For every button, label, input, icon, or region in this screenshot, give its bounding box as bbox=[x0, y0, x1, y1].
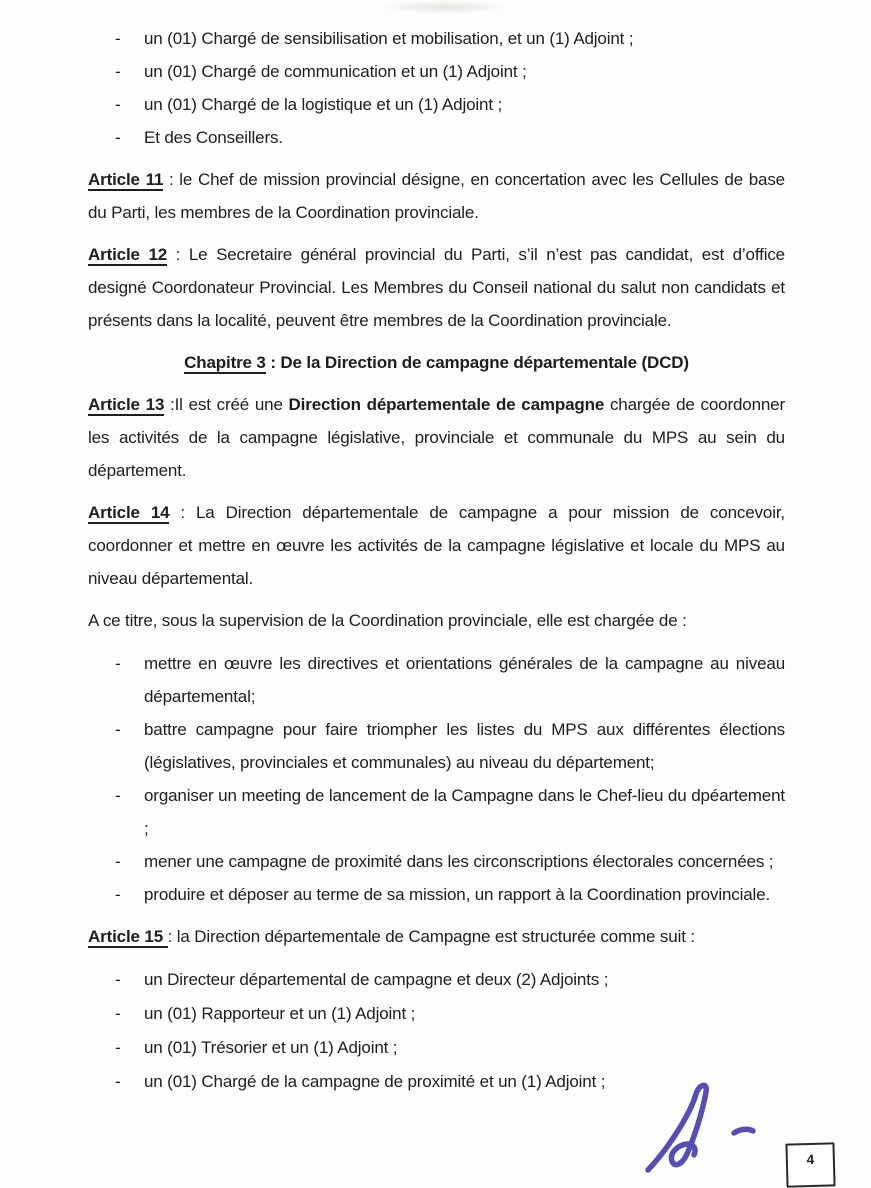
dash-bullet: - bbox=[115, 997, 144, 1031]
bullet-text: un (01) Chargé de la logistique et un (1) Adjoint ; bbox=[144, 88, 785, 121]
dash-bullet: - bbox=[115, 878, 144, 911]
dash-bullet: - bbox=[115, 22, 144, 55]
bullet-text: un (01) Chargé de communication et un (1) Adjoint ; bbox=[144, 55, 785, 88]
article-15-sep: : bbox=[168, 927, 177, 946]
bullet-text: battre campagne pour faire triompher les listes du MPS aux différentes élections (législatives, provinciales et communales) au niveau du département; bbox=[144, 713, 785, 779]
dash-bullet: - bbox=[115, 713, 144, 779]
article-14 bbox=[88, 496, 785, 595]
article-13 bbox=[88, 388, 785, 487]
intro-bullet-list bbox=[115, 22, 785, 154]
bullet-text: produire et déposer au terme de sa mission, un rapport à la Coordination provinciale. bbox=[144, 878, 785, 911]
article-11-text: le Chef de mission provincial désigne, en concertation avec les Cellules de base du Parti, les membres de la Coordination provinciale. bbox=[88, 170, 785, 222]
chapter-3-heading bbox=[88, 346, 785, 379]
list-item bbox=[115, 121, 785, 154]
bullet-text: un (01) Trésorier et un (1) Adjoint ; bbox=[144, 1031, 785, 1065]
dash-bullet: - bbox=[115, 647, 144, 713]
list-item bbox=[115, 845, 785, 878]
structure-bullet-list bbox=[115, 963, 785, 1099]
handwritten-signature-ink-icon bbox=[642, 1080, 774, 1176]
list-item bbox=[115, 997, 785, 1031]
article-15-text: la Direction départementale de Campagne est structurée comme suit : bbox=[177, 927, 695, 946]
article-11-label: Article 11 bbox=[88, 170, 163, 191]
chapter-3-sep: : bbox=[266, 353, 281, 372]
list-item bbox=[115, 963, 785, 997]
dash-bullet: - bbox=[115, 121, 144, 154]
article-14-sep: : bbox=[169, 503, 196, 522]
scan-smudge bbox=[380, 0, 510, 14]
mission-bullet-list bbox=[115, 647, 785, 911]
dash-bullet: - bbox=[115, 845, 144, 878]
article-13-sep: : bbox=[164, 395, 174, 414]
article-13-text-before: Il est créé une bbox=[175, 395, 289, 414]
bullet-text: organiser un meeting de lancement de la Campagne dans le Chef-lieu du dpéartement ; bbox=[144, 779, 785, 845]
article-13-bold-text: Direction départementale de campagne bbox=[289, 395, 605, 414]
bullet-text: mener une campagne de proximité dans les circonscriptions électorales concernées ; bbox=[144, 845, 785, 878]
article-13-text-after: chargée de coordonner les activités de la campagne législative, provinciale et communale du MPS au sein du département. bbox=[88, 395, 785, 480]
article-15 bbox=[88, 920, 785, 953]
mission-intro: A ce titre, sous la supervision de la Coordination provinciale, elle est chargée de : bbox=[88, 604, 785, 637]
article-11-sep: : bbox=[163, 170, 179, 189]
list-item bbox=[115, 22, 785, 55]
bullet-text: un (01) Chargé de la campagne de proximité et un (1) Adjoint ; bbox=[144, 1065, 785, 1099]
article-14-text: La Direction départementale de campagne a pour mission de concevoir, coordonner et mettre en œuvre les activités de la campagne législative et locale du MPS au niveau départemental. bbox=[88, 503, 785, 588]
bullet-text: un Directeur départemental de campagne et deux (2) Adjoints ; bbox=[144, 963, 785, 997]
article-13-label: Article 13 bbox=[88, 395, 164, 416]
chapter-3-label: Chapitre 3 bbox=[184, 353, 266, 374]
article-12-sep: : bbox=[167, 245, 189, 264]
list-item bbox=[115, 713, 785, 779]
dash-bullet: - bbox=[115, 88, 144, 121]
article-12-label: Article 12 bbox=[88, 245, 167, 266]
article-14-label: Article 14 bbox=[88, 503, 169, 524]
dash-bullet: - bbox=[115, 1031, 144, 1065]
bullet-text: mettre en œuvre les directives et orientations générales de la campagne au niveau départemental; bbox=[144, 647, 785, 713]
page-number: 4 bbox=[806, 1152, 814, 1167]
list-item bbox=[115, 878, 785, 911]
page-number-box bbox=[785, 1142, 835, 1187]
article-12-text: Le Secretaire général provincial du Parti, s’il n’est pas candidat, est d’office designé Coordonateur Provincial. Les Membres du Conseil national du salut non candidats et présents dans la localité, peuvent être membres de la Coordination provinciale. bbox=[88, 245, 785, 330]
list-item bbox=[115, 88, 785, 121]
list-item bbox=[115, 779, 785, 845]
article-15-label: Article 15 bbox=[88, 927, 168, 948]
chapter-3-title: De la Direction de campagne départementale (DCD) bbox=[280, 353, 688, 372]
list-item bbox=[115, 1031, 785, 1065]
dash-bullet: - bbox=[115, 55, 144, 88]
dash-bullet: - bbox=[115, 963, 144, 997]
dash-bullet: - bbox=[115, 779, 144, 845]
dash-bullet: - bbox=[115, 1065, 144, 1099]
article-12 bbox=[88, 238, 785, 337]
bullet-text: Et des Conseillers. bbox=[144, 121, 785, 154]
bullet-text: un (01) Rapporteur et un (1) Adjoint ; bbox=[144, 997, 785, 1031]
bullet-text: un (01) Chargé de sensibilisation et mobilisation, et un (1) Adjoint ; bbox=[144, 22, 785, 55]
list-item bbox=[115, 647, 785, 713]
list-item bbox=[115, 55, 785, 88]
article-11 bbox=[88, 163, 785, 229]
